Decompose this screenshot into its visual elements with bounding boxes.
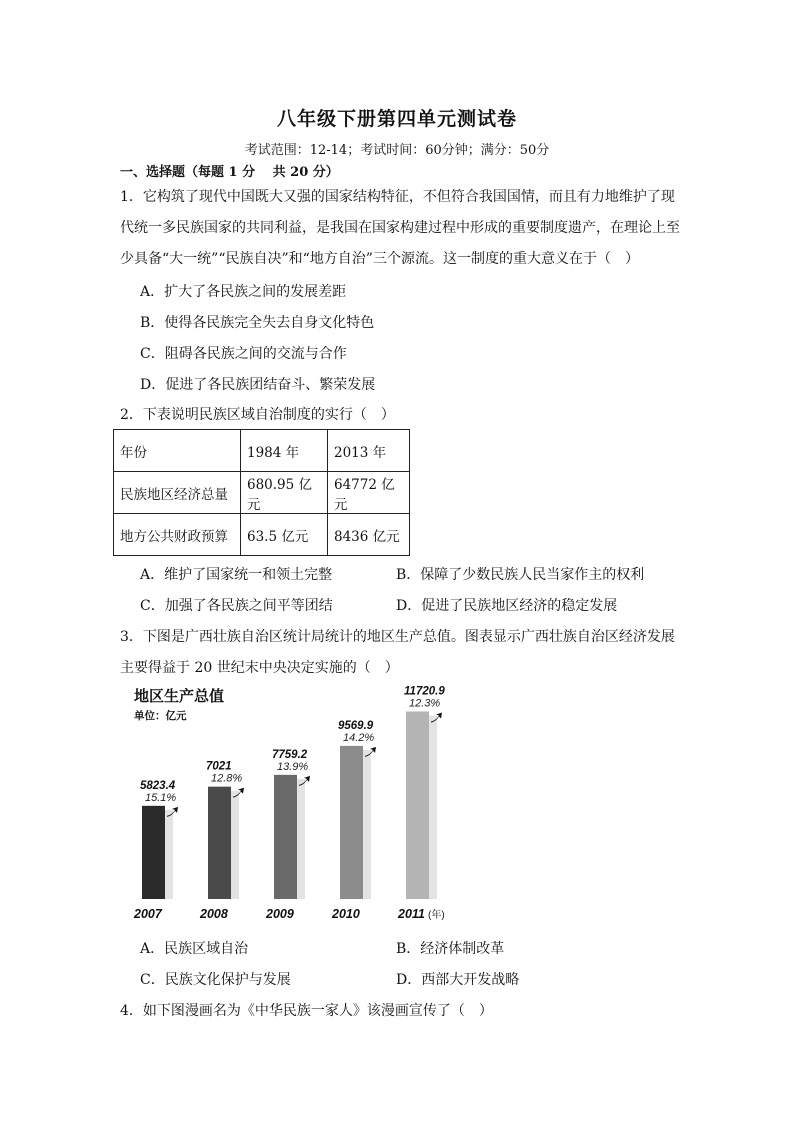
q1-option-a[interactable]: A．扩大了各民族之间的发展差距 <box>140 284 347 300</box>
gdp-bar-chart <box>110 683 460 928</box>
q1-line-2: 代统一多民族国家的共同利益，是我国在国家构建过程中形成的重要制度遗产，在理论上至 <box>120 220 680 236</box>
q2-stem: 2．下表说明民族区域自治制度的实行（ ） <box>120 407 395 423</box>
table-cell: 地方公共财政预算 <box>114 514 241 556</box>
table-cell: 63.5 亿元 <box>241 514 328 556</box>
x-tick-label: 2011 <box>398 907 425 921</box>
bar-2011 <box>406 711 429 899</box>
table-cell: 680.95 亿元 <box>241 472 328 514</box>
bar-value-label: 7021 <box>206 760 232 773</box>
bar-value-label: 11720.9 <box>404 685 445 698</box>
q1-option-d[interactable]: D．促进了各民族团结奋斗、繁荣发展 <box>140 377 376 393</box>
bar-value-label: 7759.2 <box>272 748 308 761</box>
bar-shadow <box>231 791 239 899</box>
q3-option-b[interactable]: B．经济体制改革 <box>396 941 505 957</box>
table-cell: 民族地区经济总量 <box>114 472 241 514</box>
table-cell: 年份 <box>114 430 241 472</box>
q2-option-d[interactable]: D．促进了民族地区经济的稳定发展 <box>396 598 618 614</box>
bar-2008 <box>208 787 231 899</box>
growth-label: 12.3% <box>409 697 441 710</box>
bar-value-label: 9569.9 <box>338 719 374 732</box>
x-tick-label: 2008 <box>200 907 228 921</box>
q3-line-2: 主要得益于 20 世纪末中央决定实施的（ ） <box>120 660 399 676</box>
q2-option-a[interactable]: A．维护了国家统一和领土完整 <box>140 567 333 583</box>
x-tick-label: 2007 <box>134 907 162 921</box>
chart-title: 地区生产总值 <box>134 688 225 705</box>
section-heading: 一、选择题（每题 1 分 共 20 分） <box>120 165 339 180</box>
exam-title: 八年级下册第四单元测试卷 <box>276 108 517 130</box>
growth-label: 15.1% <box>145 791 177 804</box>
chart-unit: 单位：亿元 <box>134 710 187 722</box>
growth-label: 14.2% <box>343 731 375 744</box>
q1-line-3: 少具备“大一统”“民族自决”和“地方自治”三个源流。这一制度的重大意义在于（ ） <box>120 251 639 267</box>
bar-shadow <box>165 810 173 899</box>
bar-shadow <box>297 779 305 899</box>
q2-option-b[interactable]: B．保障了少数民族人民当家作主的权利 <box>396 567 645 583</box>
table-cell: 8436 亿元 <box>328 514 410 556</box>
growth-label: 13.9% <box>277 760 309 773</box>
q3-option-d[interactable]: D．西部大开发战略 <box>396 972 520 988</box>
table-cell: 64772 亿元 <box>328 472 410 514</box>
x-tick-label: 2010 <box>332 907 360 921</box>
q1-line-1: 1．它构筑了现代中国既大又强的国家结构特征，不但符合我国国情，而且有力地维护了现 <box>120 189 675 205</box>
bar-2010 <box>340 746 363 899</box>
table-cell: 1984 年 <box>241 430 328 472</box>
q1-option-c[interactable]: C．阻碍各民族之间的交流与合作 <box>140 346 347 362</box>
growth-label: 12.8% <box>211 772 243 785</box>
bar-value-label: 5823.4 <box>140 779 176 792</box>
q3-option-c[interactable]: C．民族文化保护与发展 <box>140 972 291 988</box>
table-row <box>114 472 410 514</box>
table-row <box>114 430 410 472</box>
exam-subtitle: 考试范围：12-14；考试时间：60分钟；满分：50分 <box>244 143 550 158</box>
bar-shadow <box>363 750 371 899</box>
x-axis-unit: (年) <box>428 910 445 921</box>
q2-option-c[interactable]: C．加强了各民族之间平等团结 <box>140 598 333 614</box>
q1-option-b[interactable]: B．使得各民族完全失去自身文化特色 <box>140 315 375 331</box>
bar-2007 <box>142 806 165 899</box>
q3-line-1: 3．下图是广西壮族自治区统计局统计的地区生产总值。图表显示广西壮族自治区经济发展 <box>120 629 675 645</box>
q2-data-table <box>113 429 410 556</box>
bar-2009 <box>274 775 297 899</box>
table-cell: 2013 年 <box>328 430 410 472</box>
x-tick-label: 2009 <box>266 907 294 921</box>
table-row <box>114 514 410 556</box>
q4-stem: 4．如下图漫画名为《中华民族一家人》该漫画宣传了（ ） <box>120 1003 493 1019</box>
q3-option-a[interactable]: A．民族区域自治 <box>140 941 249 957</box>
bar-shadow <box>429 715 437 899</box>
